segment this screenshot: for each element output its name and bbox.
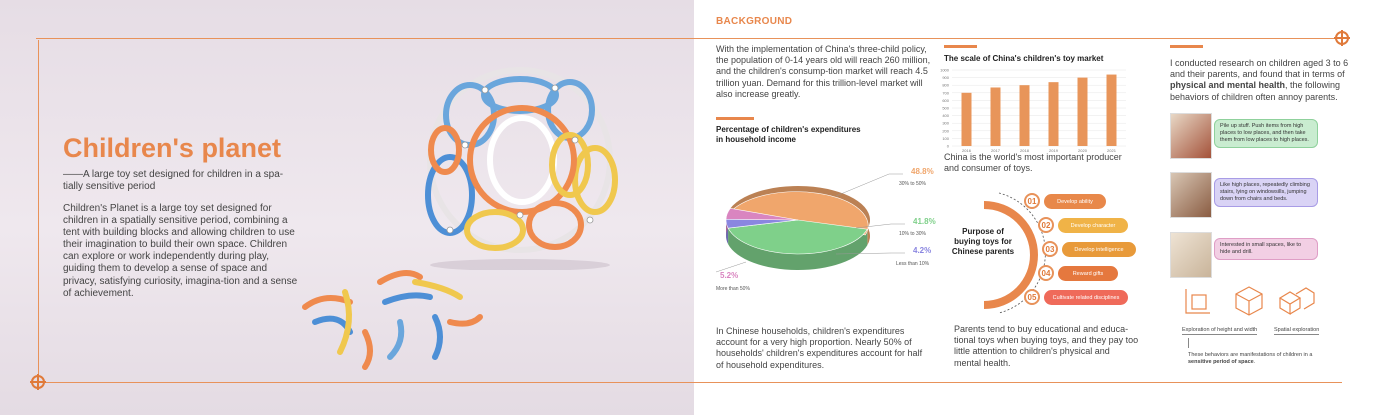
height-width-label: Exploration of height and width	[1182, 327, 1258, 333]
bar-x-tick: 2019	[1049, 148, 1058, 152]
toy-market-caption: China is the world's most important producer and consumer of toys.	[944, 152, 1122, 174]
pie-value-label: 4.2%	[913, 246, 932, 255]
research-text-bold: physical and mental health	[1170, 80, 1286, 91]
pie-chart	[716, 158, 946, 298]
behavior-text: Like high places, repeatedly climbing stairs, lying on windowsills, jumping down from chairs and beds.	[1214, 178, 1318, 207]
blocks-icon	[1276, 286, 1316, 316]
crosshair-icon	[1335, 31, 1349, 45]
height-width-icon	[1182, 287, 1212, 317]
pie-value-label: 41.8%	[913, 217, 936, 226]
bar-y-tick: 400	[942, 113, 949, 119]
section-title: BACKGROUND	[716, 16, 793, 27]
purpose-diagram	[944, 185, 1144, 315]
purpose-number-01: 01	[1024, 193, 1040, 209]
bar-2020	[1078, 78, 1088, 146]
behavior-photo	[1170, 113, 1212, 159]
loose-pieces-image	[295, 262, 495, 372]
bar-x-tick: 2021	[1107, 148, 1116, 152]
purpose-label: Reward gifts	[1058, 266, 1118, 281]
research-text-a: I conducted research on children aged 3 to 6 and their parents, and found that in terms of	[1170, 58, 1349, 80]
crosshair-icon	[31, 375, 45, 389]
purpose-label: Develop intelligence	[1062, 242, 1136, 257]
households-text: In Chinese households, children's expenditures account for a very high proportion. Nearly 50% of households' children's expenditures account for half of household expenditures.	[716, 326, 923, 370]
research-text	[1170, 58, 1350, 103]
bar-y-tick: 300	[942, 120, 949, 126]
bar-y-tick: 1000	[940, 67, 949, 73]
pie-leader-line	[836, 174, 903, 196]
pie-category-label: Less than 10%	[896, 261, 930, 267]
pie-value-label: 48.8%	[911, 167, 934, 176]
bar-y-tick: 0	[946, 143, 949, 149]
description: Children's Planet is a large toy set designed for children in a spatially sensitive period, combining a tent with building blocks and allowing children to use their imagination to build their own space. Children can explore or work independently during play, guiding them to develop a sense of space and privacy, satisfying curiosity, imagina-tion and a sense of achievement.	[63, 203, 298, 299]
accent-bar	[716, 117, 754, 120]
bar-y-tick: 700	[942, 90, 949, 96]
toy-sphere-image	[410, 60, 630, 270]
bar-2019	[1049, 82, 1059, 146]
purpose-label: Develop character	[1058, 218, 1128, 233]
bar-y-tick: 600	[942, 97, 949, 103]
purpose-number-04: 04	[1038, 265, 1054, 281]
bar-2016	[962, 93, 972, 146]
bar-y-tick: 500	[942, 105, 949, 111]
bar-y-tick: 800	[942, 82, 949, 88]
pie-value-label: 5.2%	[720, 271, 739, 280]
conclusion-b: .	[1253, 359, 1256, 365]
bar-2017	[991, 87, 1001, 146]
purpose-label: Develop ability	[1044, 194, 1106, 209]
purpose-title: Purpose of buying toys for Chinese parents	[951, 227, 1015, 256]
subtitle: ——A large toy set designed for children in a spa-tially sensitive period	[63, 169, 284, 192]
left-page	[0, 0, 694, 415]
conclusion-a: These behaviors are manifestations of children in a	[1188, 352, 1313, 358]
bar-y-tick: 900	[942, 75, 949, 81]
pie-category-label: More than 50%	[716, 286, 750, 292]
accent-bar	[1170, 45, 1203, 48]
parents-text: Parents tend to buy educational and educa-tional toys when buying toys, and they pay too little attention to children's physical and mental health.	[954, 324, 1139, 368]
research-text-b: , the following behaviors of children often annoy parents.	[1170, 80, 1341, 102]
accent-bar	[944, 45, 977, 48]
behavior-text: Pile up stuff. Push items from high places to low places, and then take them from low places to high places.	[1214, 119, 1318, 148]
frame-bottom-right	[694, 382, 1342, 383]
pie-title: Percentage of children's expenditures in household income	[716, 125, 861, 144]
bar-title: The scale of China's children's toy market	[944, 54, 1104, 63]
purpose-number-05: 05	[1024, 289, 1040, 305]
frame-top-left	[36, 38, 694, 39]
purpose-label: Cultivate related disciplines	[1044, 290, 1128, 305]
bar-x-tick: 2018	[1020, 148, 1029, 152]
cube-icon	[1234, 285, 1264, 317]
frame-bottom-left	[36, 382, 694, 383]
bar-y-tick: 200	[942, 128, 949, 134]
behavior-text: Interested in small spaces, like to hide and drill.	[1214, 238, 1318, 260]
conclusion-bold: sensitive period of space	[1188, 359, 1254, 365]
pie-category-label: 10% to 30%	[899, 231, 926, 237]
purpose-number-03: 03	[1042, 241, 1058, 257]
intro-text: With the implementation of China's three-child policy, the population of 0-14 years old will reach 260 million, and the children's consump-tion market will reach 4.5 trillion yuan. Demand for this trillion-level market will also increase greatly.	[716, 44, 931, 99]
bar-x-tick: 2017	[991, 148, 1000, 152]
page-title: Children's planet	[63, 133, 281, 163]
behavior-photo	[1170, 172, 1212, 218]
pie-category-label: 30% to 50%	[899, 181, 926, 187]
bar-chart	[930, 64, 1130, 152]
bar-2018	[1020, 85, 1030, 146]
spatial-label: Spatial exploration	[1274, 327, 1320, 333]
bar-y-tick: 100	[942, 135, 949, 141]
frame-left	[38, 40, 39, 380]
purpose-number-02: 02	[1038, 217, 1054, 233]
bar-x-tick: 2020	[1078, 148, 1087, 152]
frame-top-right	[694, 38, 1342, 39]
conclusion-text	[1188, 352, 1318, 366]
right-page	[694, 0, 1400, 415]
bar-x-tick: 2016	[962, 148, 971, 152]
connector-line	[1188, 338, 1189, 348]
behavior-photo	[1170, 232, 1212, 278]
bar-2021	[1107, 75, 1117, 146]
